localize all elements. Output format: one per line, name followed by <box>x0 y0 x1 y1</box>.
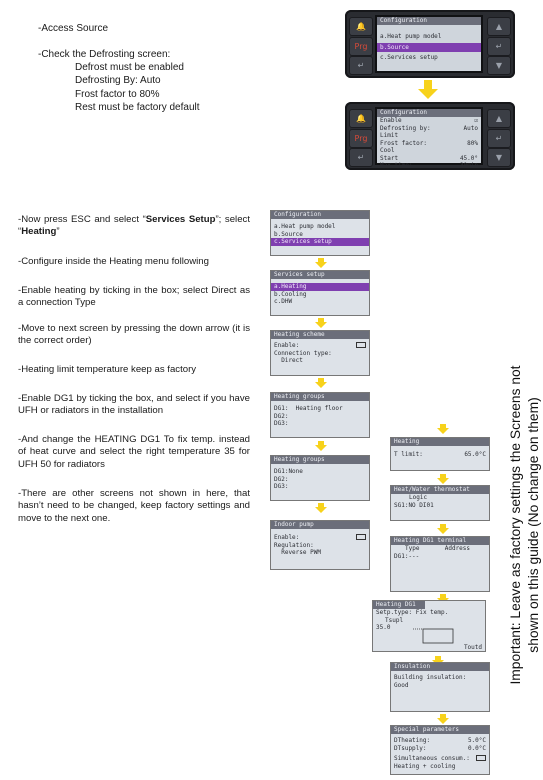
defrost-item: Defrosting By: Auto <box>75 75 161 86</box>
setting-line: DG1:--- <box>394 552 420 560</box>
controller-device-source <box>345 10 515 78</box>
lcd-heating-groups-none <box>270 455 370 501</box>
setting-line: DG1: Heating floor <box>274 405 343 412</box>
setting-row: Limit <box>380 132 399 139</box>
alarm-bell-icon: 🔔 <box>349 109 373 128</box>
lcd-heating-limit <box>390 437 490 471</box>
yellow-down-arrow <box>437 524 449 534</box>
yellow-down-arrow <box>437 424 449 434</box>
yellow-down-arrow <box>315 378 327 388</box>
setting-row: Cool <box>380 147 395 154</box>
defrost-item: Frost factor to 80% <box>75 89 160 100</box>
screen-title: Configuration <box>377 17 481 25</box>
instruction-text: -Configure inside the Heating menu following <box>18 256 209 267</box>
setting-line: Building insulation: <box>394 674 467 681</box>
menu-line: c.DHW <box>274 298 293 305</box>
instruction-text: -Enable heating by ticking in the box; select Direct as a connection Type <box>18 285 250 309</box>
menu-line-selected: c.Services setup <box>271 238 369 246</box>
menu-line-selected: b.Source <box>377 43 481 52</box>
screen-title: Heating <box>391 438 489 446</box>
setting-row: Enable: <box>271 342 369 350</box>
yellow-down-arrow <box>417 80 439 100</box>
checkbox-icon <box>356 534 366 540</box>
instruction-text: -There are other screens not shown in here, that hasn’t need to be changed, keep factory settings and move to the next one. <box>18 488 250 524</box>
screen-title: Configuration <box>377 109 481 117</box>
setting-line: DG2: <box>274 475 289 483</box>
screen-title: Heating scheme <box>271 331 369 339</box>
lcd-heating-dg1 <box>372 600 486 652</box>
defrost-item: Rest must be factory default <box>75 102 200 113</box>
setting-line: Connection type: <box>274 349 332 357</box>
access-source-note: -Access Source <box>38 23 109 34</box>
setting-line: Tsupl <box>385 616 404 624</box>
yellow-down-arrow <box>315 318 327 328</box>
setting-line: Heating + cooling <box>394 762 456 770</box>
instruction-text: -Move to next screen by pressing the down arrow (it is the correct order) <box>18 323 250 347</box>
setting-row: Enable: <box>271 534 369 542</box>
setting-row: Defrosting by: Auto <box>380 124 478 132</box>
setting-row: Frost factor: 80% <box>380 139 478 147</box>
x-axis-label: Toutd <box>463 643 482 651</box>
checkbox-icon <box>356 342 366 348</box>
lcd-heating-groups <box>270 392 370 438</box>
menu-line: b.Source <box>274 230 303 238</box>
menu-line: c.Services setup <box>380 53 438 61</box>
checkbox-icon <box>476 755 486 761</box>
alarm-bell-icon: 🔔 <box>349 17 373 36</box>
esc-button: ↵ <box>349 56 373 75</box>
setting-row: DTsupply: 0.0°C <box>394 744 486 752</box>
screen-title: Services setup <box>271 271 369 279</box>
lcd-configuration <box>270 210 370 256</box>
setting-row: Max.time: 30min <box>380 162 478 169</box>
down-arrow-icon: ▼ <box>487 56 511 75</box>
up-arrow-icon: ▲ <box>487 17 511 36</box>
setting-line: 35.0 <box>376 624 391 631</box>
setting-line: DG3: <box>274 420 289 427</box>
yellow-down-arrow <box>315 441 327 451</box>
enter-icon: ↵ <box>487 37 511 56</box>
up-arrow-icon: ▲ <box>487 109 511 128</box>
screen-title: Configuration <box>271 211 369 219</box>
lcd-insulation <box>390 662 490 712</box>
screen-title: Heating DG1 terminal <box>391 537 489 545</box>
menu-line: a.Heat pump model <box>380 33 442 40</box>
menu-line-selected: a.Heating <box>271 283 369 291</box>
important-side-note: Important: Leave as factory settings the Screens not shown on this guide (No change on them) <box>508 365 541 685</box>
screen-title: Heating groups <box>271 393 369 401</box>
screen-title: Special parameters <box>391 726 489 734</box>
screen-title: Heating groups <box>271 456 369 464</box>
setting-line: Setp.type: Fix temp. <box>376 609 449 616</box>
setting-row: Enable ☑ <box>380 117 478 124</box>
setting-row: Simultaneous consum.: <box>391 755 489 763</box>
setting-line: DG2: <box>274 412 289 420</box>
menu-line: a.Heat pump model <box>274 223 336 230</box>
esc-button: ↵ <box>349 148 373 167</box>
lcd-special-parameters <box>390 725 490 775</box>
yellow-down-arrow <box>437 714 449 724</box>
instruction-services-setup: -Now press ESC and select “Services Setup”; select “Heating” <box>18 214 250 238</box>
instruction-text: -And change the HEATING DG1 To fix temp. instead of heat curve and select the right temperature 35 for UFH 50 for radiators <box>18 434 250 470</box>
yellow-down-arrow <box>315 258 327 268</box>
heat-curve-graph <box>413 627 459 647</box>
defrost-item: Defrost must be enabled <box>75 62 184 73</box>
setting-line: DG3: <box>274 483 289 490</box>
device-screen <box>375 15 483 73</box>
screen-title: Insulation <box>391 663 489 671</box>
check-defrost-note: -Check the Defrosting screen: <box>38 49 171 60</box>
screen-title: Heat/Water thermostat <box>391 486 489 494</box>
enter-icon: ↵ <box>487 129 511 148</box>
instruction-text: -Heating limit temperature keep as factory <box>18 364 197 375</box>
setting-line: Regulation: <box>274 541 314 549</box>
device-screen <box>375 107 483 169</box>
setting-line: Type Address <box>405 545 471 552</box>
prg-button: Prg <box>349 37 373 56</box>
setting-row: DTheating: 5.0°C <box>394 737 486 744</box>
setting-line: Good <box>394 681 409 689</box>
lcd-services-setup <box>270 270 370 316</box>
setting-line: DG1:None <box>274 468 303 475</box>
setting-line: SG1:NO DI01 <box>394 501 434 509</box>
setting-row: Start 45.0° <box>380 154 478 162</box>
controller-device-defrost <box>345 102 515 170</box>
screen-title: Heating DG1 <box>373 601 425 609</box>
setting-row: T limit: 65.0°C <box>394 451 486 458</box>
yellow-down-arrow <box>315 503 327 513</box>
lcd-indoor-pump <box>270 520 370 570</box>
setting-line: Reverse PWM <box>274 549 321 556</box>
screen-title: Indoor pump <box>271 521 369 529</box>
setting-line: Logic <box>409 494 428 501</box>
down-arrow-icon: ▼ <box>487 148 511 167</box>
lcd-heating-dg1-terminal <box>390 536 490 592</box>
prg-button: Prg <box>349 129 373 148</box>
lcd-heating-scheme <box>270 330 370 376</box>
lcd-heat-water-thermostat <box>390 485 490 521</box>
yellow-down-arrow <box>437 474 449 484</box>
instruction-text: -Enable DG1 by ticking the box, and select if you have UFH or radiators in the installation <box>18 393 250 417</box>
setting-line: Direct <box>274 357 303 364</box>
menu-line: b.Cooling <box>274 290 307 298</box>
